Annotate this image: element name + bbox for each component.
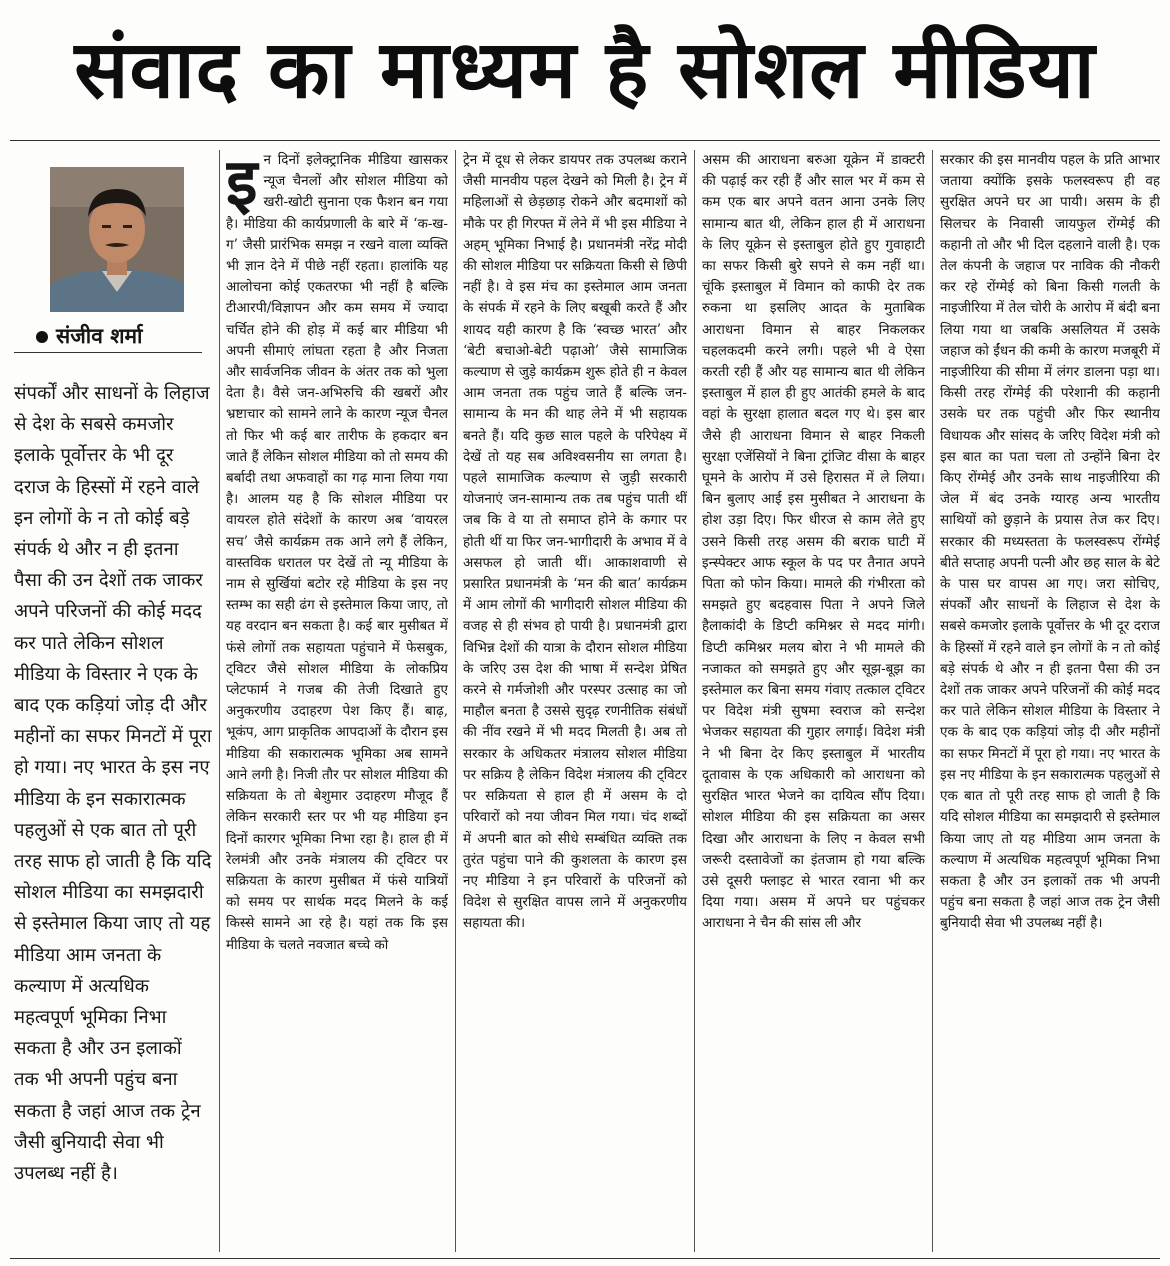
author-photo [50,167,184,312]
column-divider [694,150,695,1252]
article-column-1 [226,150,448,1252]
byline [36,322,142,350]
column-text: सरकार की इस मानवीय पहल के प्रति आभार जताया क्योंकि इसके फलस्वरूप ही वह सुरक्षित अपने घर आ पायी। असम के ही सिलचर के निवासी जायफुल रोंग्मेई की कहानी तो और भी दिल दहलाने वाली है। एक तेल कंपनी के जहाज पर नाविक की नौकरी कर रहे रोंग्मेई को बिना किसी गलती के नाइजीरिया में तेल चोरी के आरोप में बंदी बना लिया गया था जबकि असलियत में उसके जहाज को ईंधन की कमी के कारण मजबूरी में नाइजीरिया की सीमा में लंगर डालना पड़ा था। किसी तरह रोंग्मेई की परेशानी की कहानी उसके घर तक पहुंची और फिर स्थानीय विधायक और सांसद के जरिए विदेश मंत्री को इस बात का पता चला तो उन्होंने बिना देर किए रोंग्मेई और उनके साथ नाइजीरिया की जेल में बंद उनके ग्यारह अन्य भारतीय साथियों को छुड़ाने के प्रयास तेज कर दिए। सरकार की मध्यस्तता के फलस्वरूप रोंग्मेई बीते सप्ताह अपनी पत्नी और छह साल के बेटे के पास घर वापस आ गए। जरा सोचिए, संपर्कों और साधनों के लिहाज से देश के सबसे कमजोर इलाके पूर्वोत्तर के भी दूर दराज के हिस्सों में रहने वाले इन लोगों के न तो कोई बड़े संपर्क थे और न ही इतना पैसा की उन देशों तक जाकर अपने परिजनों की कोई मदद कर पाते लेकिन सोशल मीडिया के विस्तार ने एक के बाद एक कड़ियां जोड़ दी और महीनों का सफर मिनटों में पूरा हो गया। नए भारत के इस नए मीडिया के इन सकारात्मक पहलुओं से एक बात तो पूरी तरह साफ हो जाती है कि यदि सोशल मीडिया का समझदारी से इस्तेमाल किया जाए तो यह मीडिया आम जनता के कल्याण में अत्यधिक महत्वपूर्ण भूमिका निभा सकता है और उन इलाकों तक भी अपनी पहुंच बना सकता है जहां आज तक ट्रेन जैसी बुनियादी सेवा भी उपलब्ध नहीं है। [940,152,1160,932]
bottom-rule [10,1258,1160,1259]
bullet-icon [36,331,48,343]
column-divider [219,150,220,1252]
article-column-2 [463,150,687,1252]
column-divider [932,150,933,1252]
article-column-3 [702,150,925,1252]
column-text: ट्रेन में दूध से लेकर डायपर तक उपलब्ध कराने जैसी मानवीय पहल देखने को मिली है। ट्रेन में महिलाओं से छेड़छाड़ रोकने और बदमाशों को मौके पर ही गिरफ्त में लेने में भी इस मीडिया ने अहम् भूमिका निभाई है। प्रधानमंत्री नरेंद्र मोदी की सोशल मीडिया पर सक्रियता किसी से छिपी नहीं है। वे इस मंच का इस्तेमाल आम जनता के संपर्क में रहने के लिए बखूबी करते हैं और शायद यही कारण है कि ‘स्वच्छ भारत’ और ‘बेटी बचाओ-बेटी पढ़ाओ’ जैसे सामाजिक कल्याण से जुड़े कार्यक्रम शुरू होते ही न केवल आम जनता तक पहुंच जाते हैं बल्कि जन-सामान्य के मन की थाह लेने में भी सहायक बनते हैं। यदि कुछ साल पहले के परिपेक्ष्य में देखें तो यह सब अविश्वसनीय सा लगता है। पहले सामाजिक कल्याण से जुड़ी सरकारी योजनाएं जन-सामान्य तक तब पहुंच पाती थीं जब कि वे या तो समाप्त होने के कगार पर होती थीं या फिर जन-भागीदारी के अभाव में वे असफल हो जाती थीं। आकाशवाणी से प्रसारित प्रधानमंत्री के ‘मन की बात’ कार्यक्रम में आम लोगों की भागीदारी सोशल मीडिया की वजह से ही संभव हो पायी है। प्रधानमंत्री द्वारा विभिन्न देशों की यात्रा के दौरान सोशल मीडिया के जरिए उस देश की भाषा में सन्देश प्रेषित करने से गर्मजोशी और परस्पर उत्साह का जो माहौल बनता है उससे सुदृढ़ रणनीतिक संबंधों की नींव रखने में भी मदद मिलती है। अब तो सरकार के अधिकतर मंत्रालय सोशल मीडिया पर सक्रिय है लेकिन विदेश मंत्रालय की ट्विटर पर सक्रियता से हाल ही में असम के दो परिवारों को नया जीवन मिल गया। चंद शब्दों में अपनी बात को सीधे सम्बंधित व्यक्ति तक तुरंत पहुंचा पाने की कुशलता के कारण इस नए मीडिया ने इन परिवारों के परिजनों को विदेश से सुरक्षित वापस लाने में अनुकरणीय सहायता की। [463,152,687,932]
byline-rule [14,352,202,353]
column-divider [455,150,456,1252]
headline-rule [10,140,1160,141]
column-text: न दिनों इलेक्ट्रानिक मीडिया खासकर न्यूज चैनलों और सोशल मीडिया को खरी-खोटी सुनाना एक फैशन बन गया है। मीडिया की कार्यप्रणाली के बारे में ‘क-ख-ग’ जैसी प्रारंभिक समझ न रखने वाला व्यक्ति भी ज्ञान देने में पीछे नहीं रहता। हालांकि यह आलोचना कोई एकतरफा भी नहीं है बल्कि टीआरपी/विज्ञापन और कम समय में ज्यादा चर्चित होने की होड़ में कई बार मीडिया भी अपनी सीमाएं लांघता रहता है और निजता और सार्वजनिक जीवन के अंतर तक को भुला देता है। वैसे जन-अभिरुचि की खबरों और भ्रष्टाचार को सामने लाने के कारण न्यूज चैनल तो फिर भी कई बार तारीफ के हकदार बन जाते हैं लेकिन सोशल मीडिया को तो समय की बर्बादी तथा अफवाहों का गढ़ माना लिया गया है। आलम यह है कि सोशल मीडिया पर वायरल होते संदेशों के कारण अब ‘वायरल सच’ जैसे कार्यक्रम तक आने लगे हैं लेकिन, वास्तविक धरातल पर देखें तो न्यू मीडिया के नाम से सुर्खियां बटोर रहे मीडिया के इस नए स्तम्भ का सही ढंग से इस्तेमाल किया जाए, तो यह वरदान बन सकता है। कई बार मुसीबत में फंसे लोगों तक सहायता पहुंचाने में फेसबुक, ट्विटर जैसे सोशल मीडिया के लोकप्रिय प्लेटफार्म ने गजब की तेजी दिखाते हुए अनुकरणीय उदाहरण पेश किए हैं। बाढ़, भूकंप, आग प्राकृतिक आपदाओं के दौरान इस मीडिया की सकारात्मक भूमिका अब सामने आने लगी है। निजी तौर पर सोशल मीडिया की सक्रियता के तो बेशुमार उदाहरण मौजूद हैं लेकिन सरकारी स्तर पर भी यह मीडिया इन दिनों कारगर भूमिका निभा रहा है। हाल ही में रेलमंत्री और उनके मंत्रालय की ट्विटर पर सक्रियता के कारण मुसीबत में फंसे यात्रियों को समय पर सार्थक मदद मिलने के कई किस्से सामने आ रहे है। यहां तक कि इस मीडिया के चलते नवजात बच्चे को [226,152,448,953]
headline: संवाद का माध्यम है सोशल मीडिया [74,23,1096,116]
author-name: संजीव शर्मा [56,324,143,348]
column-text: असम की आराधना बरुआ यूक्रेन में डाक्टरी की पढ़ाई कर रही हैं और साल भर में कम से कम एक बार अपने वतन आना उनके लिए सामान्य बात थी, लेकिन हाल ही में आराधना के लिए यूक्रेन से इस्ताबुल होते हुए गुवाहाटी का सफर किसी बुरे सपने से कम नहीं था। चूंकि इस्ताबुल में विमान को काफी देर तक रुकना था इसलिए आदत के मुताबिक आराधना विमान से बाहर निकलकर चहलकदमी करने लगी। पहले भी वे ऐसा करती रही हैं और यह सामान्य बात थी लेकिन इस्ताबुल में हाल ही हुए आतंकी हमले के बाद वहां के सुरक्षा हालात बदल गए थे। इस बार जैसे ही आराधना विमान से बाहर निकली सुरक्षा एजेंसियों ने बिना ट्रांजिट वीसा के बाहर घूमने के आरोप में उसे हिरासत में ले लिया। बिन बुलाए आई इस मुसीबत ने आराधना के होश उड़ा दिए। फिर धीरज से काम लेते हुए उसने किसी तरह असम की बराक घाटी में इन्स्पेक्टर आफ स्कूल के पद पर तैनात अपने पिता को फोन किया। मामले की गंभीरता को समझते हुए बदहवास पिता ने अपने जिले हैलाकांदी के डिप्टी कमिश्नर से मदद मांगी। डिप्टी कमिश्नर मलय बोरा ने भी मामले की नजाकत को समझते हुए और सूझ-बूझ का इस्तेमाल कर बिना समय गंवाए तत्काल ट्विटर पर विदेश मंत्री सुषमा स्वराज को सन्देश भेजकर सहायता की गुहार लगाई। विदेश मंत्री ने भी बिना देर किए इस्ताबुल में भारतीय दूतावास के एक अधिकारी को आराधना को सुरक्षित भारत भेजने का दायित्व सौंप दिया। सोशल मीडिया की इस सक्रियता का असर दिखा और आराधना के लिए न केवल सभी जरूरी दस्तावेजों का इंतजाम हो गया बल्कि उसे दूसरी फ्लाइट से भारत रवाना भी कर दिया गया। असम में अपने घर पहुंचकर आराधना ने चैन की सांस ली और [702,152,925,932]
author-portrait-image [50,167,184,312]
pull-quote: संपर्कों और साधनों के लिहाज से देश के सबसे कमजोर इलाके पूर्वोत्तर के भी दूर दराज के हिस्सों में रहने वाले इन लोगों के न तो कोई बड़े संपर्क थे और न ही इतना पैसा की उन देशों तक जाकर अपने परिजनों की कोई मदद कर पाते लेकिन सोशल मीडिया के विस्तार ने एक के बाद एक कड़ियां जोड़ दी और महीनों का सफर मिनटों में पूरा हो गया। नए भारत के इस नए मीडिया के इन सकारात्मक पहलुओं से एक बात तो पूरी तरह साफ हो जाती है कि यदि सोशल मीडिया का समझदारी से इस्तेमाल किया जाए तो यह मीडिया आम जनता के कल्याण में अत्यधिक महत्वपूर्ण भूमिका निभा सकता है और उन इलाकों तक भी अपनी पहुंच बना सकता है जहां आज तक ट्रेन जैसी बुनियादी सेवा भी उपलब्ध नहीं है। [14,383,212,1185]
drop-cap: इ [226,150,258,220]
article-column-4 [940,150,1160,1252]
